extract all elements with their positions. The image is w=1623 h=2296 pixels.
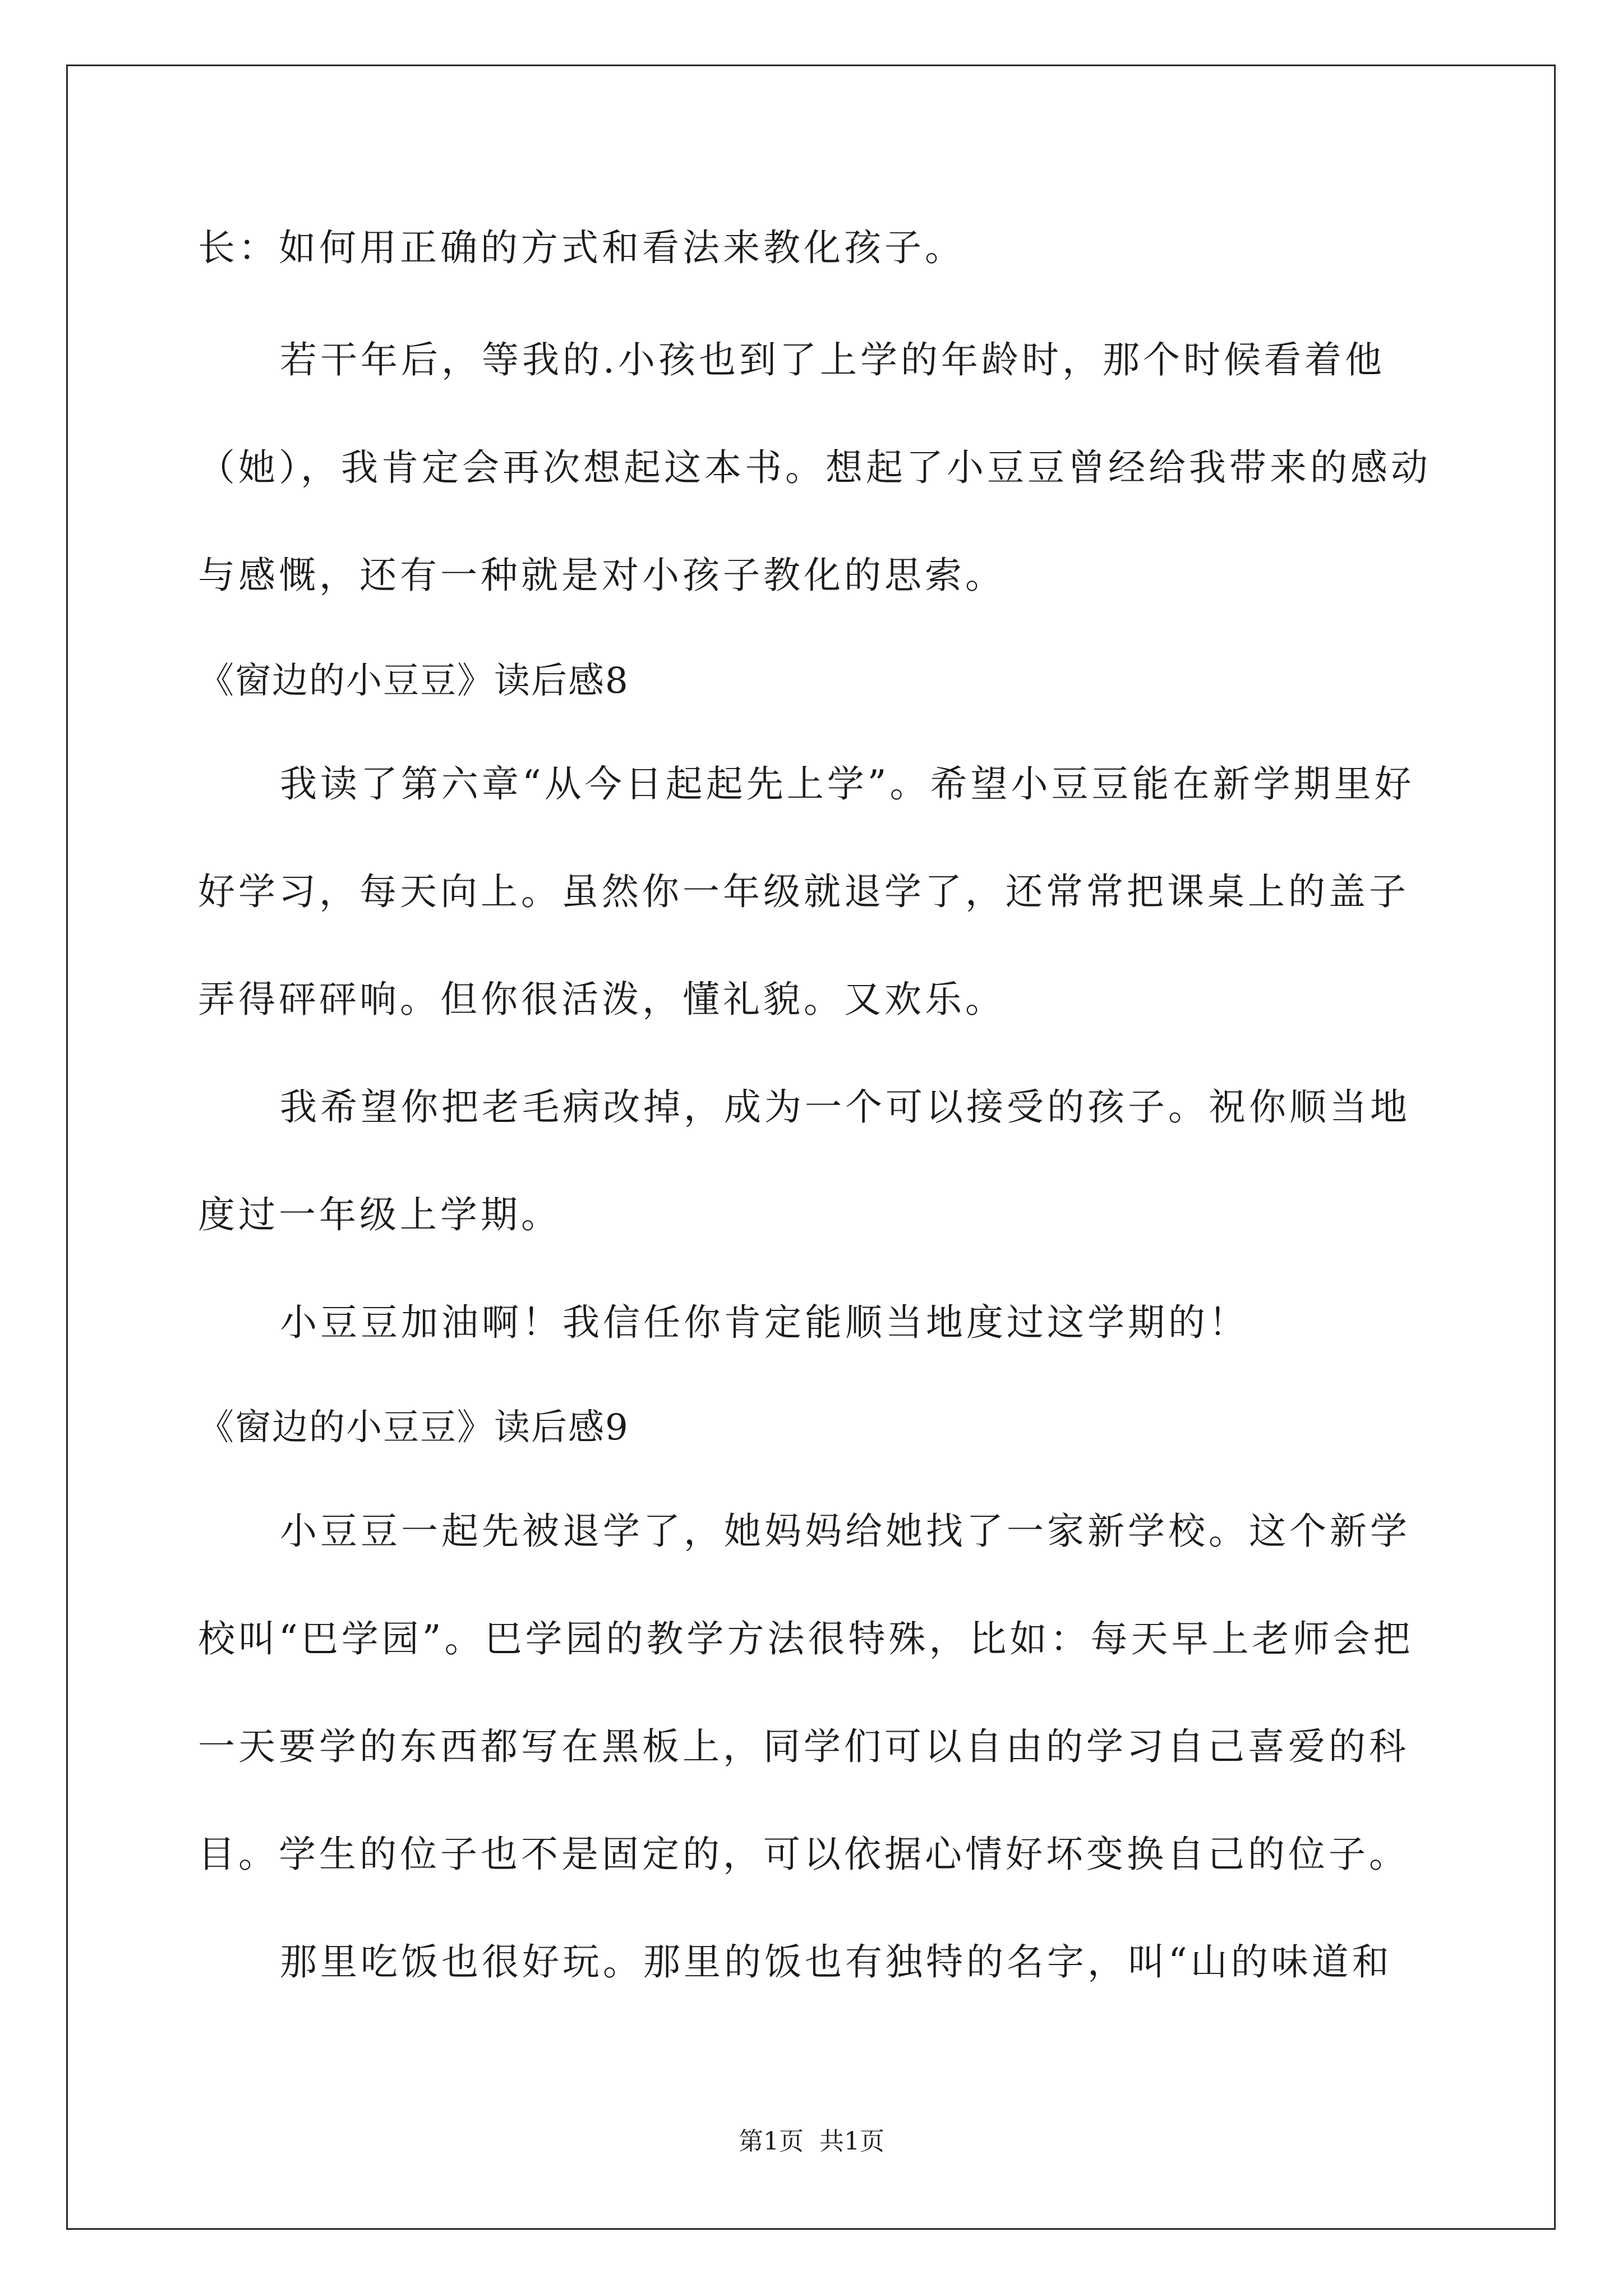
text-line: 小豆豆加油啊！我信任你肯定能顺当地度过这学期的！ — [280, 1301, 1249, 1344]
text-line: 我希望你把老毛病改掉，成为一个可以接受的孩子。祝你顺当地 — [280, 1085, 1410, 1129]
text-line: 小豆豆一起先被退学了，她妈妈给她找了一家新学校。这个新学 — [280, 1510, 1410, 1553]
text-line: 长：如何用正确的方式和看法来教化孩子。 — [198, 226, 965, 269]
text-line: 我读了第六章“从今日起起先上学”。希望小豆豆能在新学期里好 — [280, 762, 1415, 806]
page-footer — [0, 2125, 1623, 2159]
text-line: 校叫“巴学园”。巴学园的教学方法很特殊，比如：每天早上老师会把 — [198, 1617, 1414, 1660]
text-line: 那里吃饭也很好玩。那里的饭也有独特的名字，叫“山的味道和 — [280, 1940, 1393, 1984]
page-number: 第1页 — [739, 2127, 804, 2156]
section-heading: 《窗边的小豆豆》读后感8 — [198, 660, 629, 702]
text-line: 与感慨，还有一种就是对小孩子教化的思索。 — [198, 554, 1006, 597]
page-border — [66, 65, 1556, 2230]
section-heading: 《窗边的小豆豆》读后感9 — [198, 1407, 629, 1448]
page-total: 共1页 — [819, 2127, 884, 2156]
text-line: 好学习，每天向上。虽然你一年级就退学了，还常常把课桌上的盖子 — [198, 870, 1409, 913]
text-line: 若干年后，等我的.小孩也到了上学的年龄时，那个时候看着他 — [280, 338, 1385, 381]
text-line: （她），我肯定会再次想起这本书。想起了小豆豆曾经给我带来的感动 — [198, 446, 1431, 489]
text-line: 一天要学的东西都写在黑板上，同学们可以自由的学习自己喜爱的科 — [198, 1725, 1409, 1768]
text-line: 弄得砰砰响。但你很活泼，懂礼貌。又欢乐。 — [198, 978, 1006, 1021]
text-line: 度过一年级上学期。 — [198, 1193, 561, 1236]
text-line: 目。学生的位子也不是固定的，可以依据心情好坏变换自己的位子。 — [198, 1833, 1409, 1876]
